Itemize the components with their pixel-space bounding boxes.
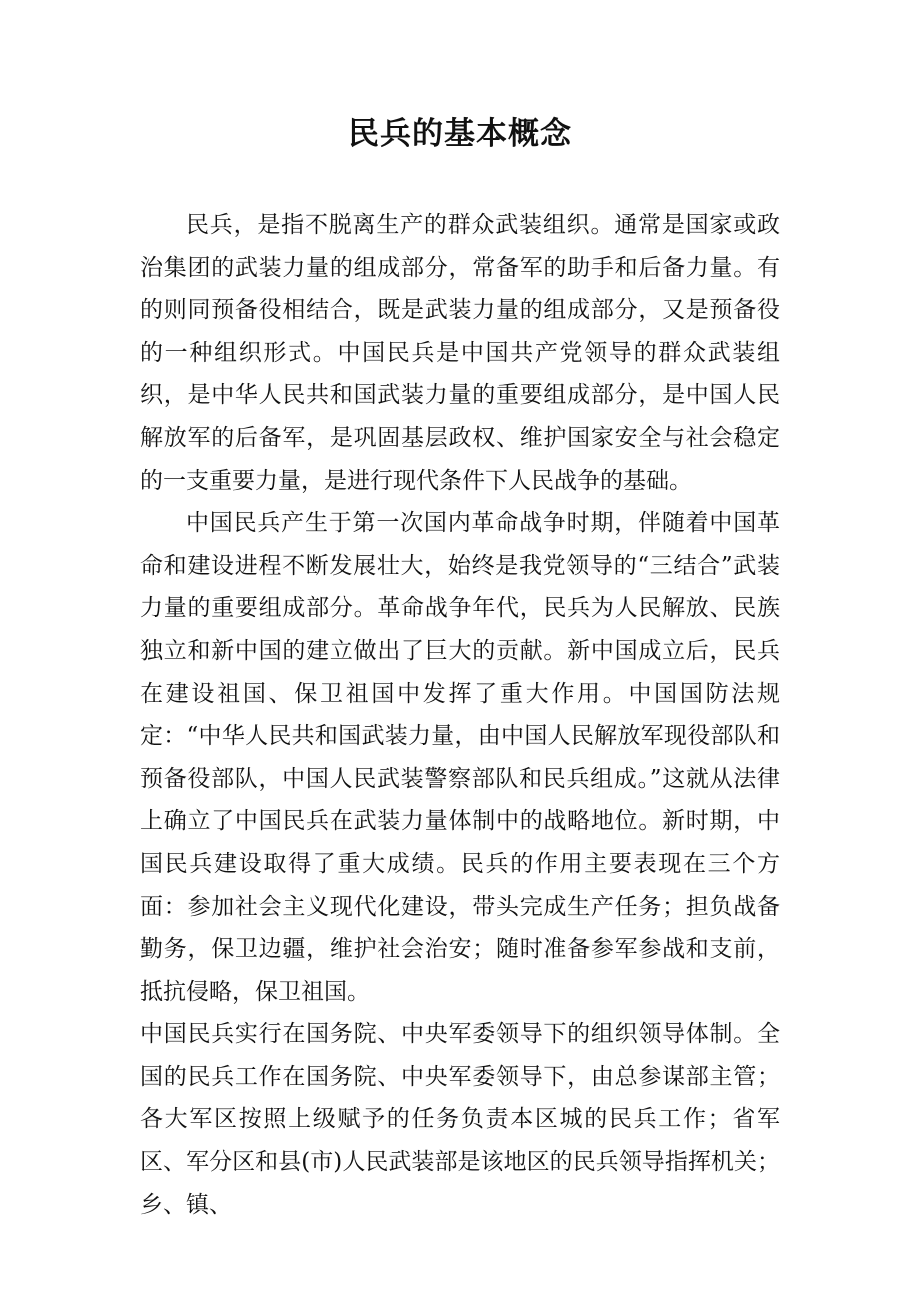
paragraph-definition: 民兵，是指不脱离生产的群众武装组织。通常是国家或政治集团的武装力量的组成部分，常备军的助手和后备力量。有的则同预备役相结合，既是武装力量的组成部分，又是预备役的一种组织形式。中国民兵是中国共产党领导的群众武装组织，是中华人民共和国武装力量的重要组成部分，是中国人民解放军的后备军，是巩固基层政权、维护国家安全与社会稳定的一支重要力量，是进行现代条件下人民战争的基础。 — [140, 212, 780, 494]
document-title: 民兵的基本概念 — [348, 116, 572, 152]
document-body — [140, 204, 780, 1226]
paragraph-leadership-system: 中国民兵实行在国务院、中央军委领导下的组织领导体制。全国的民兵工作在国务院、中央军委领导下，由总参谋部主管；各大军区按照上级赋予的任务负责本区城的民兵工作；省军区、军分区和县(市)人民武装部是该地区的民兵领导指挥机关；乡、镇、 — [140, 1021, 780, 1218]
paragraph-history: 中国民兵产生于第一次国内革命战争时期，伴随着中国革命和建设进程不断发展壮大，始终是我党领导的“三结合”武装力量的重要组成部分。革命战争年代，民兵为人民解放、民族独立和新中国的建立做出了巨大的贡献。新中国成立后，民兵在建设祖国、保卫祖国中发挥了重大作用。中国国防法规定：“中华人民共和国武装力量，由中国人民解放军现役部队和预备役部队，中国人民武装警察部队和民兵组成。”这就从法律上确立了中国民兵在武装力量体制中的战略地位。新时期，中国民兵建设取得了重大成绩。民兵的作用主要表现在三个方面：参加社会主义现代化建设，带头完成生产任务；担负战备勤务，保卫边疆，维护社会治安；随时准备参军参战和支前，抵抗侵略，保卫祖国。 — [140, 510, 780, 1005]
